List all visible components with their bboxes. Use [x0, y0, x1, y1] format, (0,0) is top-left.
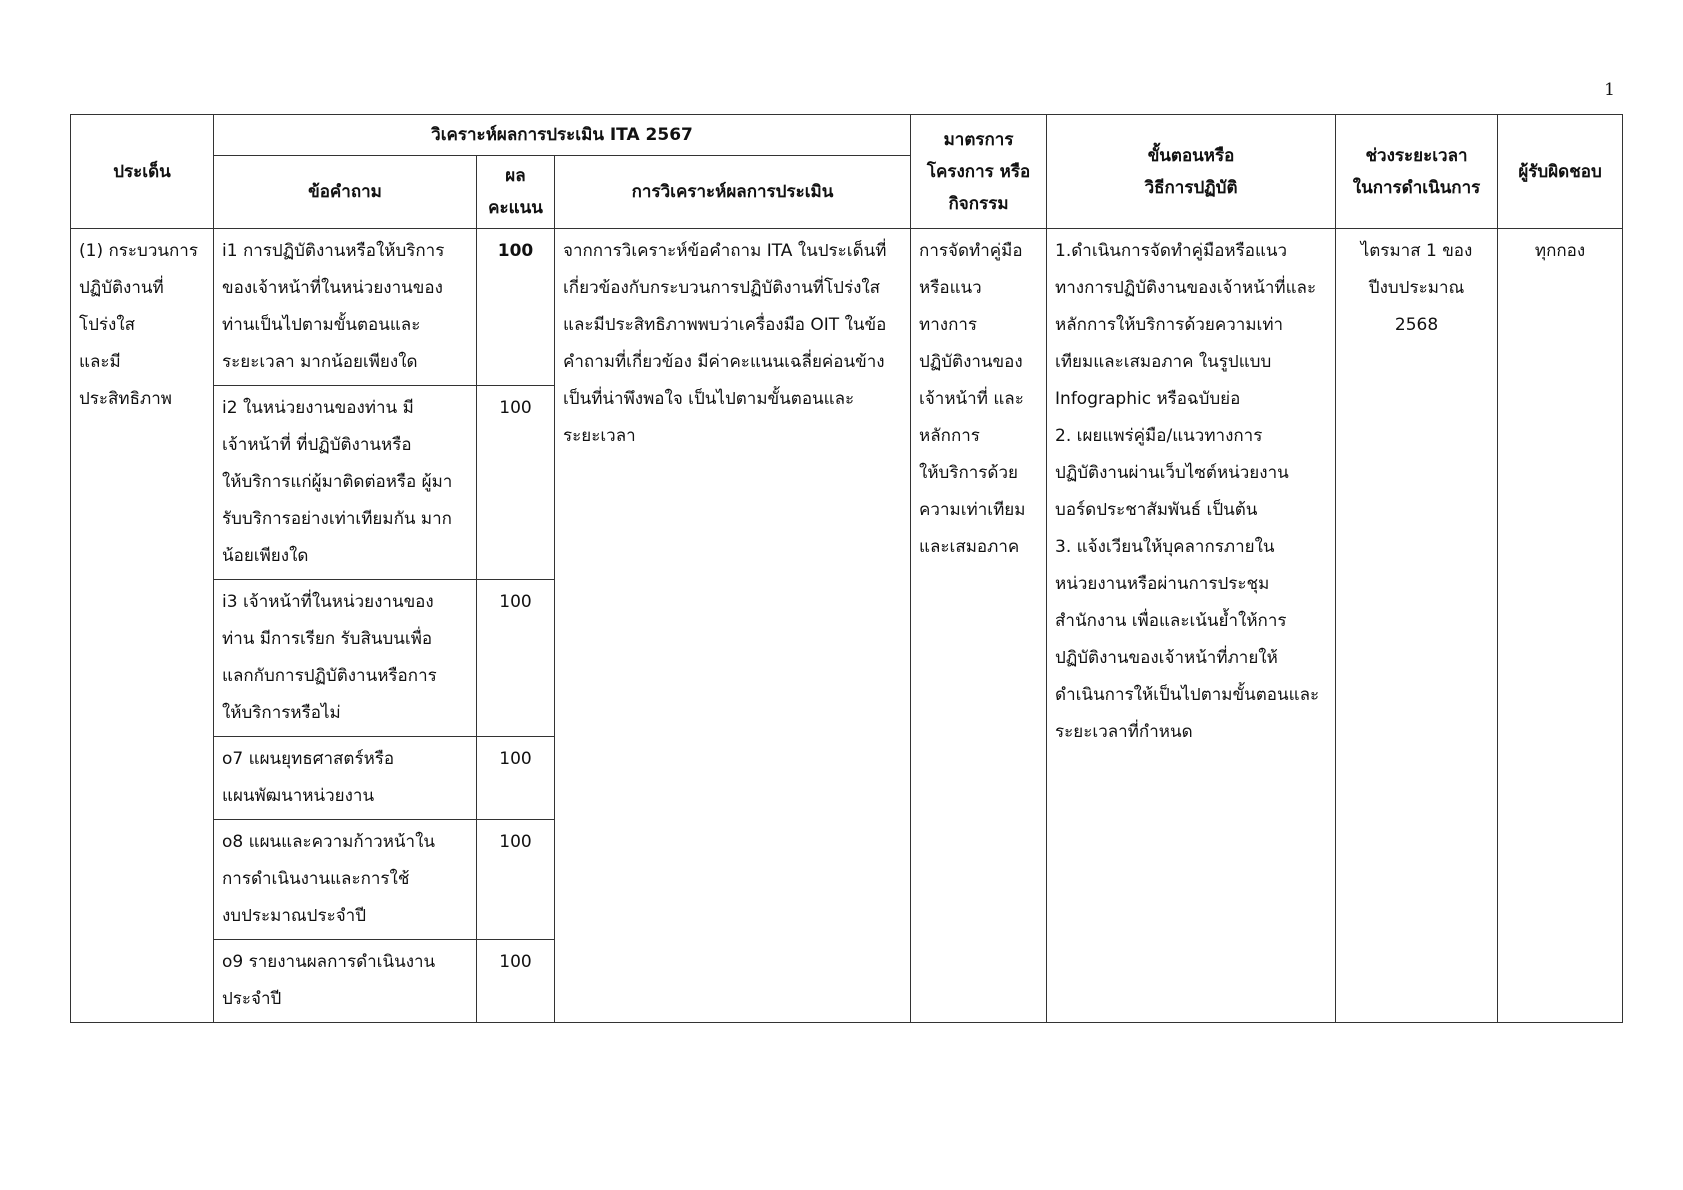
header-score: ผล คะแนน [477, 156, 555, 229]
issue-cell: (1) กระบวนการ ปฏิบัติงานที่ โปร่งใส และมี ประสิทธิภาพ [71, 229, 214, 1023]
page-number: 1 [1604, 80, 1615, 100]
score-cell: 100 [477, 737, 555, 820]
score-cell: 100 [477, 580, 555, 737]
responsible-cell: ทุกกอง [1498, 229, 1623, 1023]
question-cell: i2 ในหน่วยงานของท่าน มี เจ้าหน้าที่ ที่ปฏิบัติงานหรือ ให้บริการแก่ผู้มาติดต่อหรือ ผู้มา รับบริการอย่างเท่าเทียมกัน มาก น้อยเพียงใด [214, 386, 477, 580]
header-analysis-group: วิเคราะห์ผลการประเมิน ITA 2567 [214, 115, 911, 156]
header-question: ข้อคำถาม [214, 156, 477, 229]
table-row [71, 229, 1623, 386]
period-cell: ไตรมาส 1 ของ ปีงบประมาณ 2568 [1336, 229, 1498, 1023]
steps-cell: 1.ดำเนินการจัดทำคู่มือหรือแนว ทางการปฏิบัติงานของเจ้าหน้าที่และ หลักการให้บริการด้วยความเท่า เทียมและเสมอภาค ในรูปแบบ Infographic หรือฉบับย่อ 2. เผยแพร่คู่มือ/แนวทางการ ปฏิบัติงานผ่านเว็บไซต์หน่วยงาน บอร์ดประชาสัมพันธ์ เป็นต้น 3. แจ้งเวียนให้บุคลากรภายใน หน่วยงานหรือผ่านการประชุม สำนักงาน เพื่อและเน้นย้ำให้การ ปฏิบัติงานของเจ้าหน้าที่ภายให้ ดำเนินการให้เป็นไปตามขั้นตอนและ ระยะเวลาที่กำหนด [1047, 229, 1336, 1023]
question-cell: i1 การปฏิบัติงานหรือให้บริการ ของเจ้าหน้าที่ในหน่วยงานของ ท่านเป็นไปตามขั้นตอนและ ระยะเวลา มากน้อยเพียงใด [214, 229, 477, 386]
header-period: ช่วงระยะเวลา ในการดำเนินการ [1336, 115, 1498, 229]
measure-cell: การจัดทำคู่มือ หรือแนว ทางการ ปฏิบัติงานของ เจ้าหน้าที่ และ หลักการ ให้บริการด้วย ความเท่าเทียม และเสมอภาค [911, 229, 1047, 1023]
header-steps: ขั้นตอนหรือ วิธีการปฏิบัติ [1047, 115, 1336, 229]
question-cell: o8 แผนและความก้าวหน้าใน การดำเนินงานและการใช้ งบประมาณประจำปี [214, 820, 477, 940]
ita-analysis-table [70, 114, 1623, 1023]
question-cell: o7 แผนยุทธศาสตร์หรือ แผนพัฒนาหน่วยงาน [214, 737, 477, 820]
header-analysis: การวิเคราะห์ผลการประเมิน [555, 156, 911, 229]
score-cell: 100 [477, 820, 555, 940]
header-issue: ประเด็น [71, 115, 214, 229]
analysis-cell: จากการวิเคราะห์ข้อคำถาม ITA ในประเด็นที่ เกี่ยวข้องกับกระบวนการปฏิบัติงานที่โปร่งใส และมีประสิทธิภาพพบว่าเครื่องมือ OIT ในข้อ คำถามที่เกี่ยวข้อง มีค่าคะแนนเฉลี่ยค่อนข้าง เป็นที่น่าพึงพอใจ เป็นไปตามขั้นตอนและ ระยะเวลา [555, 229, 911, 1023]
question-cell: o9 รายงานผลการดำเนินงาน ประจำปี [214, 940, 477, 1023]
header-measure: มาตรการ โครงการ หรือ กิจกรรม [911, 115, 1047, 229]
score-cell: 100 [477, 386, 555, 580]
header-row-1 [71, 115, 1623, 156]
header-responsible: ผู้รับผิดชอบ [1498, 115, 1623, 229]
score-cell: 100 [477, 940, 555, 1023]
score-cell: 100 [477, 229, 555, 386]
question-cell: i3 เจ้าหน้าที่ในหน่วยงานของ ท่าน มีการเรียก รับสินบนเพื่อ แลกกับการปฏิบัติงานหรือการ ให้บริการหรือไม่ [214, 580, 477, 737]
